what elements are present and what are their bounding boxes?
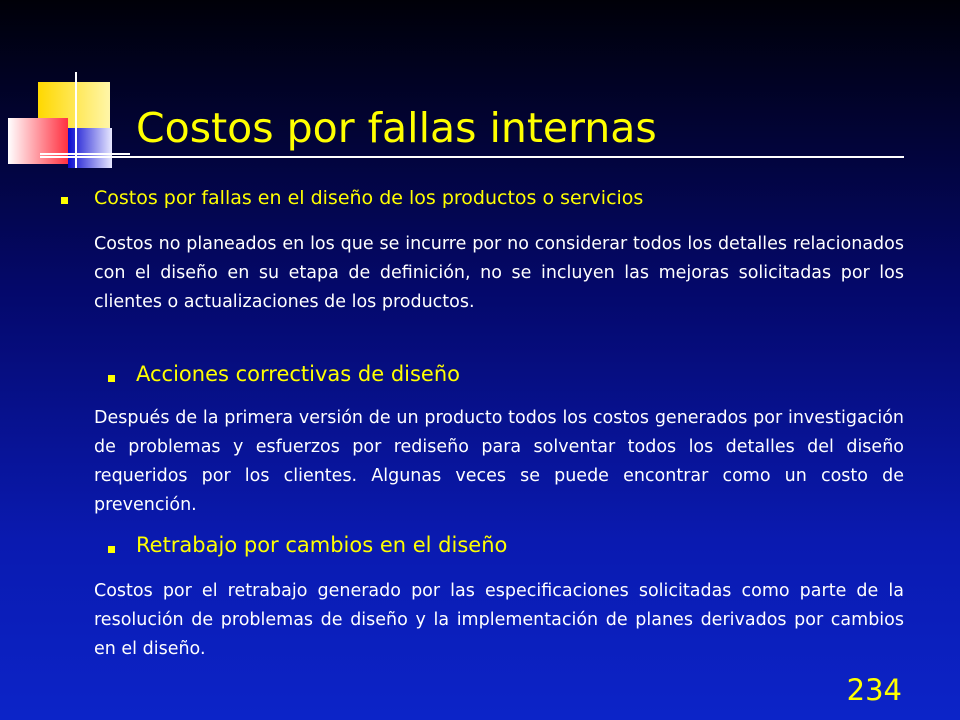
bullet-marker-2 [108, 375, 115, 382]
bullet-body-1: Costos no planeados en los que se incurre por no considerar todos los detalles relacionados con el diseño en su etapa de definición, no se incluyen las mejoras solicitadas por los clientes o actualizaciones de los productos. [94, 234, 904, 312]
bullet-heading-2: Acciones correctivas de diseño [136, 362, 461, 386]
slide-title: Costos por fallas internas [136, 104, 657, 152]
page-number: 234 [846, 673, 902, 707]
title-underline [40, 156, 904, 158]
bullet-body-2: Después de la primera versión de un producto todos los costos generados por investigación de problemas y esfuerzos por rediseño para solventar todos los detalles del diseño requeridos por los clientes. Algunas veces se puede encontrar como un costo de prevención. [94, 408, 904, 515]
bullet-heading-3: Retrabajo por cambios en el diseño [136, 533, 508, 557]
decorative-squares-logo [0, 0, 140, 170]
bullet-marker-3 [108, 546, 115, 553]
bullet-heading-1: Costos por fallas en el diseño de los productos o servicios [94, 187, 644, 209]
bullet-body-3: Costos por el retrabajo generado por las especificaciones solicitadas como parte de la resolución de problemas de diseño y la implementación de planes derivados por cambios en el diseño. [94, 581, 904, 659]
blue-square [68, 128, 112, 168]
bullet-marker-1 [61, 197, 68, 204]
